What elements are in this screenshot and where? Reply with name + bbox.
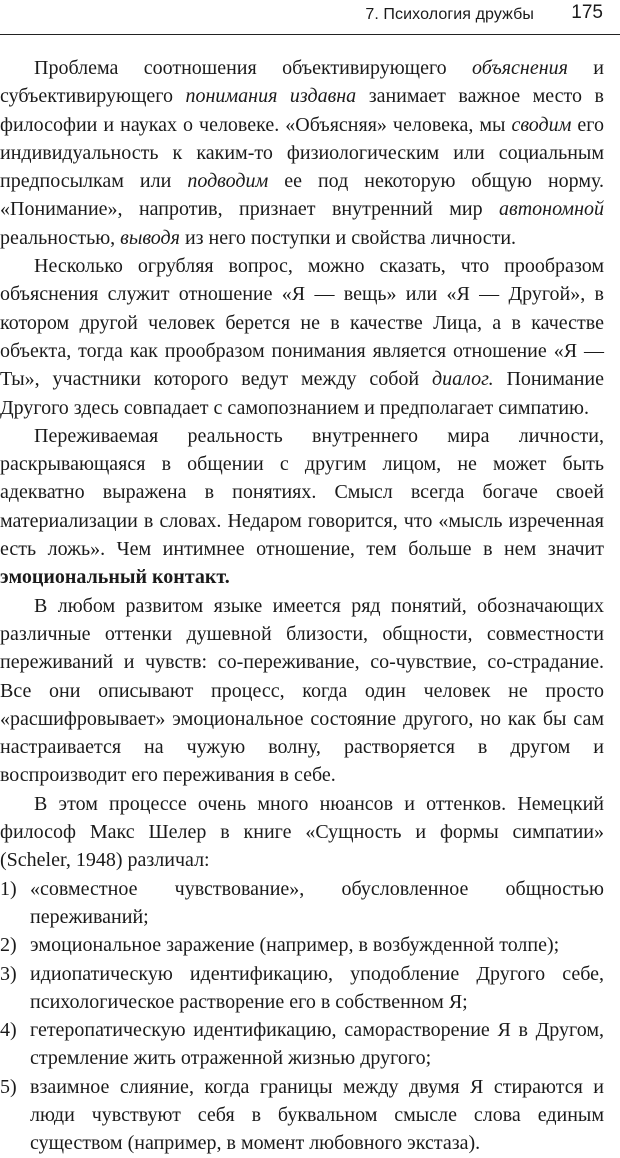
page-header [0, 0, 620, 44]
list-item [0, 931, 604, 959]
paragraph-2 [0, 252, 604, 422]
list-item [0, 1016, 604, 1073]
list-item-number: 2) [0, 934, 17, 957]
list-item-text: гетеропатическую идентификацию, саморастворение Я в Другом, стремление жить отраженной жизнью другого; [30, 1019, 604, 1070]
running-head: 7. Психология дружбы [365, 6, 534, 23]
list-item-number: 4) [0, 1019, 17, 1042]
italic-span: подводим [187, 170, 269, 193]
italic-span: объяснения [472, 57, 568, 79]
italic-span: понимания издавна [185, 85, 357, 108]
list-item-number: 3) [0, 962, 17, 985]
paragraph-5 [0, 790, 604, 875]
text-span: Несколько огрубляя вопрос, можно сказать, что прообразом объяснения служит отношение «Я — вещь» или «Я — Другой», в котором другой человек берется не в качестве Лица, а в качестве объекта, тогда как прообразом понимания является отношение «Я — Ты», участники которого ведут между собой [0, 255, 604, 391]
italic-span: выводя [120, 226, 180, 249]
list-item-text: взаимное слияние, когда границы между двумя Я стираются и люди чувствуют себя в буквальном смысле слова единым существом (например, в момент любовного экстаза). [30, 1075, 604, 1155]
paragraph-4 [0, 592, 604, 790]
text-span: ее под некоторую общую норму. «Понимание», напротив, признает внутренний мир [0, 170, 604, 221]
page-number: 175 [571, 2, 603, 23]
text-span: из него поступки и свойства личности. [179, 226, 517, 249]
italic-span: автономной [499, 198, 604, 221]
italic-span: диалог. [431, 368, 494, 391]
text-span: Проблема соотношения объективирующего [34, 57, 473, 79]
text-span: В этом процессе очень много нюансов и оттенков. Немецкий философ Макс Шелер в книге «Сущность и формы симпатии» (Scheler, 1948) различал: [0, 792, 604, 872]
list-item-text: эмоциональное заражение (например, в возбужденной толпе); [30, 934, 560, 957]
bold-span: эмоциональный контакт. [0, 566, 230, 589]
list-item-text: «совместное чувствование», обусловленное общностью переживаний; [30, 877, 604, 928]
header-rule [0, 34, 620, 35]
list-item [0, 1073, 604, 1158]
text-span: Переживаемая реальность внутреннего мира личности, раскрывающаяся в общении с другим лицом, не может быть адекватно выражена в понятиях. Смысл всегда богаче своей материализации в словах. Недаром говорится, что «мысль изреченная есть ложь». Чем интимнее отношение, тем больше в нем значит [0, 424, 604, 561]
text-span: В любом развитом языке имеется ряд понятий, обозначающих различные оттенки душевной близости, общности, совместности переживаний и чувств: со-переживание, со-чувствие, со-страдание. Все они описывают процесс, когда один человек не просто «расшифровывает» эмоциональное состояние другого, но как бы сам настраивается на чужую волну, растворяется в другом и воспроизводит его переживания в себе. [0, 594, 604, 787]
text-span: занимает важное место в философии и науках о человеке. «Объясняя» человека, мы [0, 85, 604, 136]
text-span: его индивидуальность к каким-то физиологическим или социальным предпосылкам или [0, 113, 604, 193]
paragraph-3 [0, 422, 604, 592]
page-body [0, 54, 604, 1158]
numbered-list [0, 875, 604, 1158]
list-item-number: 5) [0, 1075, 17, 1098]
list-item [0, 875, 604, 932]
italic-span: сводим [511, 113, 572, 136]
list-item-text: идиопатическую идентификацию, уподобление Другого себе, психологическое растворение его в собственном Я; [30, 962, 604, 1013]
list-item-number: 1) [0, 877, 17, 900]
paragraph-1 [0, 54, 604, 252]
text-span: и субъективирующего [0, 57, 604, 108]
text-span: Понимание Другого здесь совпадает с самопознанием и предполагает симпатию. [0, 368, 605, 419]
text-span: реальностью, [0, 226, 121, 249]
